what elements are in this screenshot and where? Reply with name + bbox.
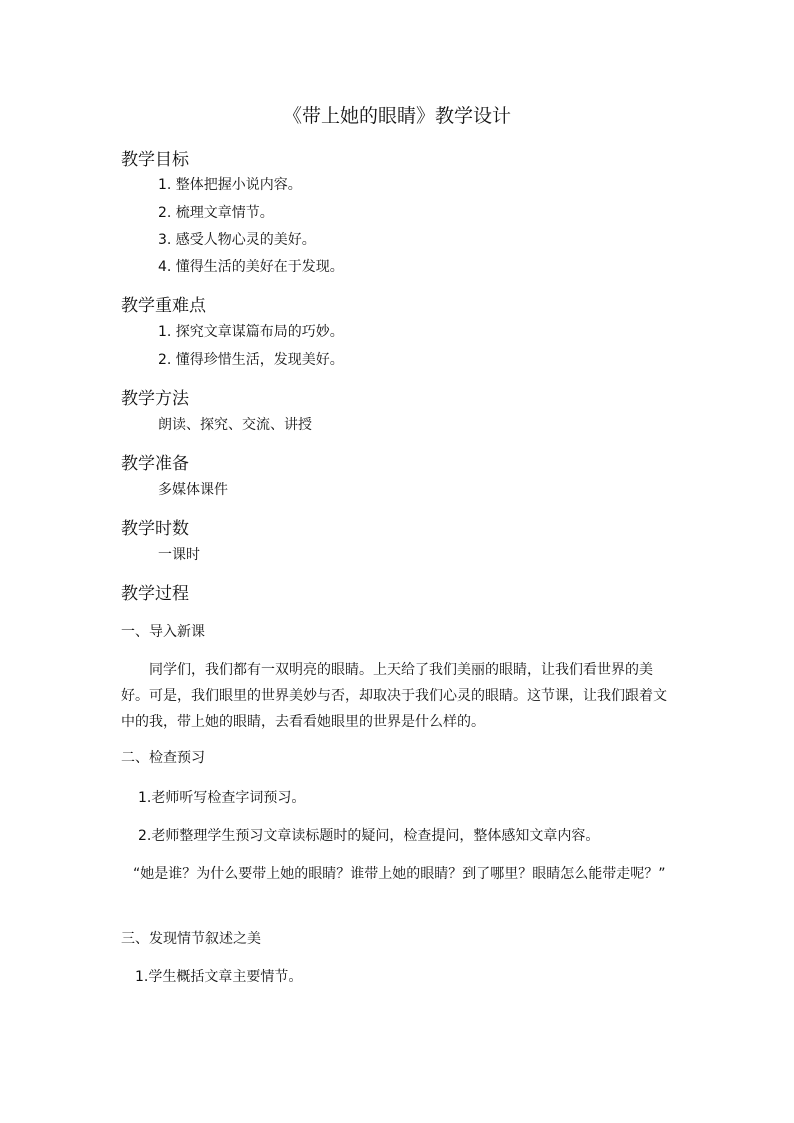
objective-item: 3. 感受人物心灵的美好。 [158,232,316,248]
methods-heading: 教学方法 [121,389,189,409]
key-points-heading: 教学重难点 [121,296,206,316]
objective-item: 4. 懂得生活的美好在于发现。 [158,259,344,275]
objectives-heading: 教学目标 [121,150,189,170]
preparation-text: 多媒体课件 [158,482,228,498]
key-point-item: 1. 探究文章谋篇布局的巧妙。 [158,324,344,340]
list-item: 2.老师整理学生预习文章读标题时的疑问，检查提问，整体感知文章内容。 [138,828,600,844]
objective-item: 1. 整体把握小说内容。 [158,177,302,193]
quote-paragraph: “她是谁？为什么要带上她的眼睛？谁带上她的眼睛？到了哪里？眼睛怎么能带走呢？” [133,866,666,882]
section-heading: 三、发现情节叙述之美 [121,931,261,947]
section-heading: 二、检查预习 [121,750,205,766]
document-title: 《带上她的眼睛》教学设计 [282,105,511,127]
process-heading: 教学过程 [121,584,189,604]
section-heading: 一、导入新课 [121,624,205,640]
list-item: 1.学生概括文章主要情节。 [135,969,303,985]
methods-text: 朗读、探究、交流、讲授 [158,417,312,433]
preparation-heading: 教学准备 [121,454,189,474]
intro-paragraph: 同学们，我们都有一双明亮的眼睛。上天给了我们美丽的眼睛，让我们看世界的美好。可是，我们眼里的世界美妙与否，却取决于我们心灵的眼睛。这节课，让我们跟着文中的我，带上她的眼睛，去看看她眼里的世界是什么样的。 [121,662,667,730]
list-item: 1.老师听写检查字词预习。 [138,790,306,806]
duration-heading: 教学时数 [121,519,189,539]
key-point-item: 2. 懂得珍惜生活，发现美好。 [158,352,344,368]
duration-text: 一课时 [158,547,200,563]
objective-item: 2. 梳理文章情节。 [158,205,274,221]
